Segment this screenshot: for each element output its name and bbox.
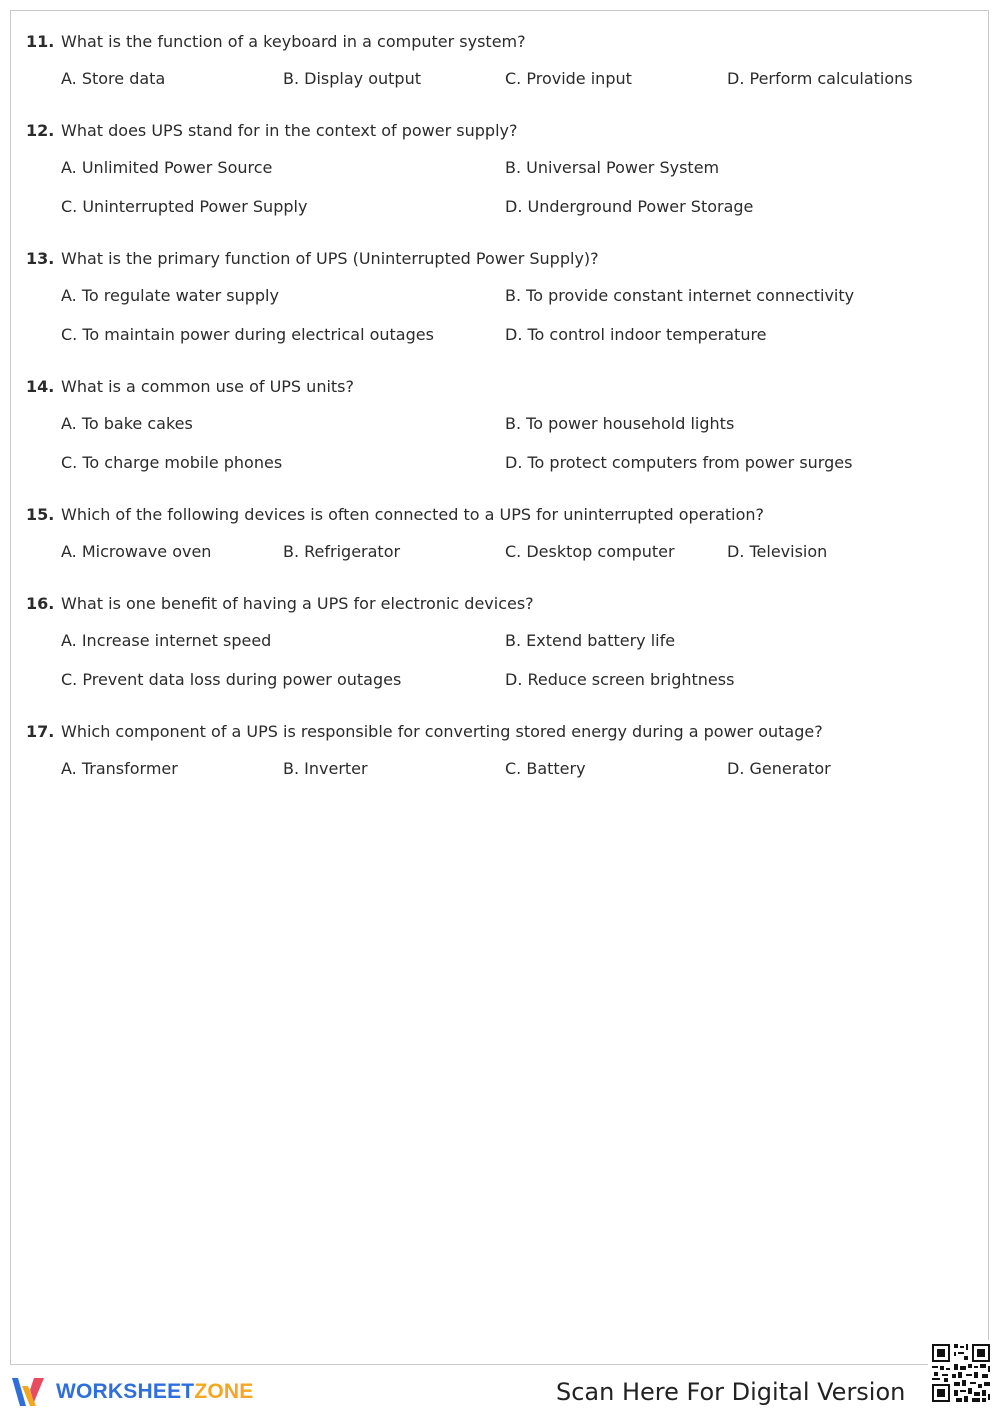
option-b[interactable]: B. Extend battery life [505,631,676,650]
brand[interactable] [10,1374,253,1410]
brand-name-part2: ZONE [194,1380,254,1403]
option-c[interactable]: C. To charge mobile phones [61,453,283,472]
question-block [26,245,976,349]
question-header [26,501,976,529]
question-text: What does UPS stand for in the context of power supply? [61,121,518,140]
question-list [26,28,976,807]
option-a[interactable]: A. Transformer [61,759,178,778]
option-d[interactable]: D. Television [727,542,828,561]
question-text: Which component of a UPS is responsible for converting stored energy during a power outage? [61,722,823,741]
brand-name [56,1380,253,1404]
question-header [26,373,976,401]
option-a[interactable]: A. To bake cakes [61,414,193,433]
option-d[interactable]: D. To protect computers from power surges [505,453,853,472]
question-block [26,373,976,477]
question-text: Which of the following devices is often connected to a UPS for uninterrupted operation? [61,505,765,524]
question-number: 15. [26,505,55,524]
option-a[interactable]: A. Increase internet speed [61,631,272,650]
option-a[interactable]: A. Unlimited Power Source [61,158,273,177]
question-header [26,28,976,56]
qr-code-icon[interactable] [928,1340,994,1406]
answer-options [61,755,976,783]
question-text: What is the function of a keyboard in a computer system? [61,32,526,51]
question-number: 14. [26,377,55,396]
answer-options [61,282,976,349]
question-header [26,117,976,145]
answer-options [61,65,976,93]
question-block [26,117,976,221]
question-text: What is a common use of UPS units? [61,377,354,396]
option-d[interactable]: D. Underground Power Storage [505,197,754,216]
worksheetzone-logo-icon [10,1374,50,1410]
question-block [26,501,976,566]
brand-name-part1: WORKSHEET [56,1380,195,1403]
option-c[interactable]: C. Battery [505,759,586,778]
option-c[interactable]: C. Prevent data loss during power outages [61,670,402,689]
option-d[interactable]: D. Perform calculations [727,69,913,88]
option-a[interactable]: A. Store data [61,69,166,88]
option-b[interactable]: B. Refrigerator [283,542,401,561]
question-block [26,28,976,93]
answer-options [61,154,976,221]
scan-text: Scan Here For Digital Version [556,1378,906,1406]
page-footer [0,1366,1000,1414]
question-number: 12. [26,121,55,140]
question-header [26,718,976,746]
question-text: What is one benefit of having a UPS for electronic devices? [61,594,534,613]
option-c[interactable]: C. Uninterrupted Power Supply [61,197,308,216]
option-a[interactable]: A. Microwave oven [61,542,212,561]
question-text: What is the primary function of UPS (Uninterrupted Power Supply)? [61,249,599,268]
option-b[interactable]: B. To provide constant internet connectivity [505,286,855,305]
option-d[interactable]: D. Generator [727,759,831,778]
question-number: 16. [26,594,55,613]
answer-options [61,410,976,477]
option-b[interactable]: B. Inverter [283,759,368,778]
option-c[interactable]: C. Desktop computer [505,542,675,561]
question-number: 17. [26,722,55,741]
question-block [26,590,976,694]
option-d[interactable]: D. Reduce screen brightness [505,670,735,689]
option-b[interactable]: B. Display output [283,69,421,88]
answer-options [61,627,976,694]
option-b[interactable]: B. To power household lights [505,414,735,433]
option-c[interactable]: C. To maintain power during electrical outages [61,325,434,344]
answer-options [61,538,976,566]
question-block [26,718,976,783]
option-c[interactable]: C. Provide input [505,69,632,88]
option-d[interactable]: D. To control indoor temperature [505,325,767,344]
option-a[interactable]: A. To regulate water supply [61,286,279,305]
question-header [26,590,976,618]
question-header [26,245,976,273]
question-number: 13. [26,249,55,268]
question-number: 11. [26,32,55,51]
option-b[interactable]: B. Universal Power System [505,158,720,177]
